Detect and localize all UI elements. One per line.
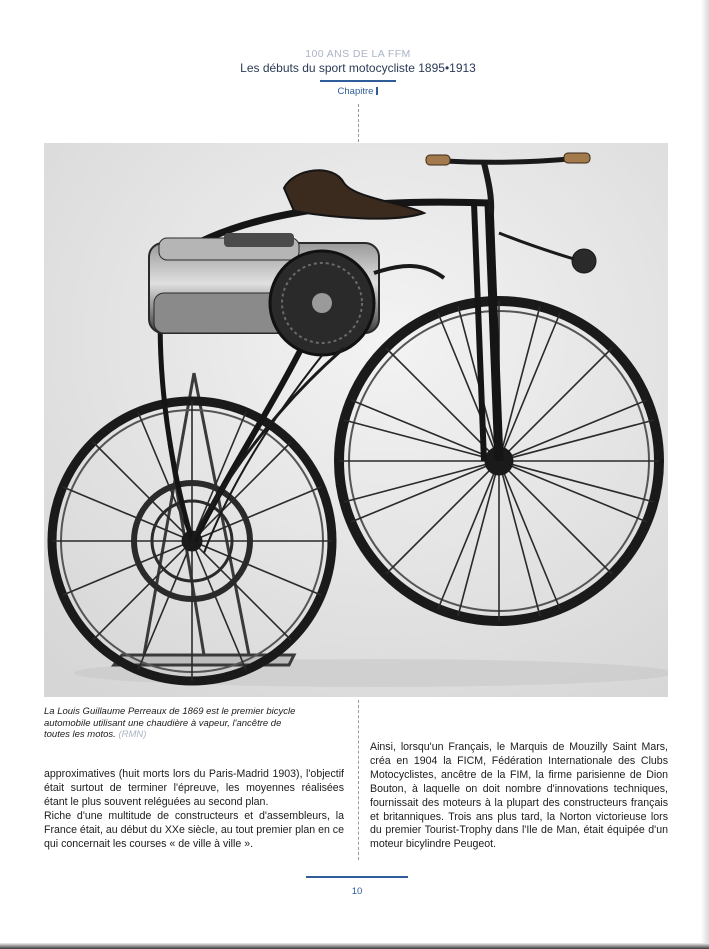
page-number: 10 xyxy=(351,886,363,897)
column-divider-top xyxy=(358,104,359,142)
chapter-label xyxy=(200,86,516,98)
column-divider-bottom xyxy=(358,700,359,860)
paragraph: approximatives (huit morts lors du Paris-Madrid 1903), l'objectif était surtout de terminer l'épreuve, les moyennes réalisées étant le plus souvent reléguées au second plan. xyxy=(44,768,344,808)
velocipede-photo xyxy=(44,143,668,697)
chapter-marker-icon xyxy=(376,87,378,95)
footer-divider xyxy=(306,876,408,878)
chapter-label-text: Chapitre xyxy=(337,86,374,97)
header-divider xyxy=(320,80,396,82)
paragraph: Ainsi, lorsqu'un Français, le Marquis de Mouzilly Saint Mars, créa en 1904 la FICM, Fédération Internationale des Clubs Motocyclistes, ancêtre de la FIM, la firme parisienne de Dion Bouton, à laquelle on doit nombre d'innovations techniques, fournissait des moteurs à la plupart des constructeurs français et britanniques. Trois ans plus tard, la Norton victorieuse lors du premier Tourist-Trophy dans l'Ile de Man, était équipée d'un moteur bicylindre Peugeot. xyxy=(370,741,668,851)
photo-caption xyxy=(44,706,304,741)
scan-edge-shadow xyxy=(701,0,709,949)
scan-bottom-edge xyxy=(0,943,709,949)
body-column-right xyxy=(370,741,668,852)
chapter-subtitle: Les débuts du sport motocycliste 1895•1913 xyxy=(240,61,476,75)
velocipede-illustration xyxy=(44,143,668,697)
body-column-left xyxy=(44,768,344,851)
photo-credit: (RMN) xyxy=(118,729,147,740)
series-title: 100 ANS DE LA FFM xyxy=(305,48,411,60)
page-header xyxy=(200,48,516,98)
paragraph: Riche d'une multitude de constructeurs et d'assembleurs, la France était, au début du XXe siècle, au tout premier plan en ce qui concernait les courses « de ville à ville ». xyxy=(44,809,344,850)
caption-text: La Louis Guillaume Perreaux de 1869 est le premier bicycle automobile utilisant une chaudière à vapeur, l'ancêtre de toutes les motos. xyxy=(44,706,296,740)
